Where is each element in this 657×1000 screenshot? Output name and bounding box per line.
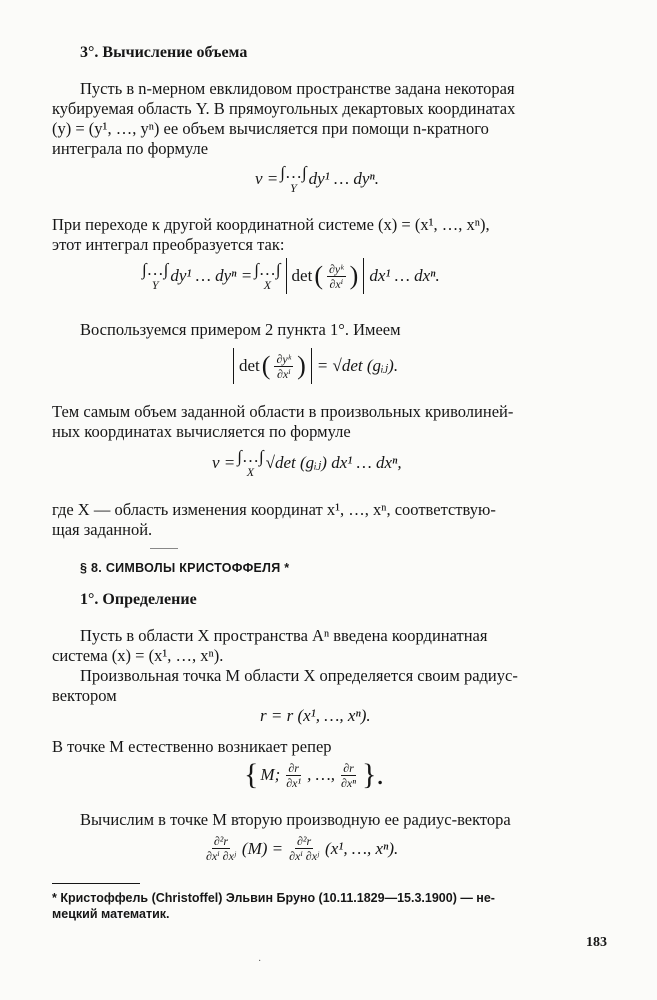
formula-volume-curvilinear bbox=[212, 448, 402, 478]
paren-close: ) bbox=[349, 261, 359, 290]
paragraph-line: Пусть в n-мерном евклидовом пространстве задана некоторая bbox=[80, 79, 515, 98]
page-number: 183 bbox=[586, 935, 607, 950]
fraction-denominator: ∂xⁱ bbox=[276, 366, 291, 381]
subsection-heading-volume: 3°. Вычисление объема bbox=[80, 44, 248, 61]
paragraph-line: Пусть в области X пространства Aⁿ введена координатная bbox=[80, 626, 488, 645]
formula-differentials: dy¹ … dyⁿ. bbox=[308, 169, 380, 188]
formula-volume-cartesian bbox=[255, 164, 379, 194]
formula-text: r = r (x¹, …, xⁿ). bbox=[260, 706, 371, 725]
multiple-integral-left bbox=[142, 261, 168, 291]
fraction-numerator: ∂²r bbox=[213, 834, 229, 848]
paren-open: ( bbox=[314, 261, 323, 290]
formula-rhs: = √det (gᵢⱼ). bbox=[316, 356, 399, 375]
fraction-numerator: ∂²r bbox=[296, 834, 312, 848]
integration-domain: Y bbox=[151, 278, 159, 292]
brace-open: { bbox=[244, 758, 259, 791]
det-operator: det bbox=[239, 356, 260, 375]
absolute-bar bbox=[286, 258, 287, 294]
integral-signs: ∫…∫ bbox=[142, 260, 169, 279]
integration-domain: Y bbox=[290, 181, 297, 195]
paragraph-line: система (x) = (x¹, …, xⁿ). bbox=[52, 646, 224, 665]
print-dot: · bbox=[258, 956, 262, 967]
paragraph-line: интеграла по формуле bbox=[52, 139, 209, 158]
formula-integrand: √det (gᵢⱼ) dx¹ … dxⁿ, bbox=[265, 453, 402, 472]
formula-lhs: v = bbox=[212, 453, 236, 472]
footnote-rule bbox=[52, 883, 140, 884]
paragraph-line: ных координатах вычисляется по формуле bbox=[52, 422, 351, 441]
fraction-denominator: ∂xⁿ bbox=[340, 775, 357, 790]
formula-change-of-variables bbox=[142, 258, 440, 294]
paragraph-line: вектором bbox=[52, 686, 117, 705]
formula-jacobian-metric bbox=[230, 348, 398, 384]
fraction-denominator: ∂xⁱ ∂xʲ bbox=[289, 849, 320, 863]
fraction-denominator: ∂xⁱ bbox=[329, 276, 344, 291]
fraction-numerator: ∂r bbox=[288, 760, 299, 775]
integral-signs: ∫…∫ bbox=[280, 163, 307, 182]
jacobian-fraction bbox=[327, 262, 346, 291]
paragraph-line: При переходе к другой координатной системе (x) = (x¹, …, xⁿ), bbox=[52, 215, 490, 234]
formula-middle: (M) = bbox=[241, 838, 284, 858]
paren-open: ( bbox=[261, 351, 271, 380]
paragraph-line: щая заданной. bbox=[52, 520, 153, 539]
paragraph-line: Вычислим в точке M вторую производную ее радиус-вектора bbox=[80, 810, 511, 829]
formula-arguments: (x¹, …, xⁿ). bbox=[325, 838, 399, 858]
fraction-denominator: ∂x¹ bbox=[286, 775, 302, 790]
frame-vector-first bbox=[284, 761, 303, 790]
ellipsis: , …, bbox=[307, 765, 335, 784]
formula-differentials: dy¹ … dyⁿ = bbox=[170, 266, 253, 285]
integration-domain: X bbox=[263, 278, 272, 292]
paragraph-line: Тем самым объем заданной области в произвольных криволиней- bbox=[52, 402, 514, 421]
paragraph-line: этот интеграл преобразуется так: bbox=[52, 235, 285, 254]
absolute-bar bbox=[363, 258, 364, 294]
brace-close: }. bbox=[362, 758, 384, 791]
formula-radius-vector bbox=[260, 706, 371, 726]
frame-vector-last bbox=[339, 761, 358, 790]
paragraph-line: Воспользуемся примером 2 пункта 1°. Имеем bbox=[80, 320, 401, 339]
formula-frame bbox=[244, 760, 384, 790]
paren-close: ) bbox=[297, 351, 306, 380]
footnote-line: * Кристоффель (Christoffel) Эльвин Бруно (10.11.1829—15.3.1900) — не- bbox=[52, 891, 495, 905]
formula-differentials: dx¹ … dxⁿ. bbox=[369, 266, 440, 285]
paragraph-line: (y) = (y¹, …, yⁿ) ее объем вычисляется при помощи n-кратного bbox=[52, 119, 489, 138]
paragraph-line: Произвольная точка M области X определяется своим радиус- bbox=[80, 666, 518, 685]
fraction-numerator: ∂yᵏ bbox=[276, 351, 292, 366]
multiple-integral-right bbox=[254, 261, 280, 291]
section-title: § 8. СИМВОЛЫ КРИСТОФФЕЛЯ * bbox=[80, 561, 290, 575]
fraction-numerator: ∂yᵏ bbox=[329, 261, 344, 276]
multiple-integral bbox=[280, 164, 306, 194]
subsection-heading-definition: 1°. Определение bbox=[80, 591, 197, 608]
jacobian-fraction bbox=[274, 352, 293, 381]
paragraph-line: где X — область изменения координат x¹, …, xⁿ, соответствую- bbox=[52, 500, 496, 519]
integral-signs: ∫…∫ bbox=[237, 447, 264, 466]
fraction-denominator: ∂xⁱ ∂xʲ bbox=[206, 849, 236, 863]
formula-lhs: v = bbox=[255, 169, 279, 188]
formula-second-derivative bbox=[202, 834, 398, 863]
footnote-line: мецкий математик. bbox=[52, 907, 170, 921]
paragraph-line: В точке M естественно возникает репер bbox=[52, 737, 332, 756]
second-derivative-fraction bbox=[204, 834, 238, 863]
print-mark bbox=[150, 548, 178, 549]
multiple-integral bbox=[237, 448, 263, 478]
absolute-bar bbox=[311, 348, 312, 384]
det-operator: det bbox=[291, 266, 313, 285]
integration-domain: X bbox=[246, 465, 255, 479]
absolute-bar bbox=[233, 348, 234, 384]
integral-signs: ∫…∫ bbox=[254, 260, 281, 279]
frame-point: M; bbox=[260, 765, 281, 784]
fraction-numerator: ∂r bbox=[343, 760, 354, 775]
second-derivative-fraction bbox=[287, 834, 321, 863]
paragraph-line: кубируемая область Y. В прямоугольных декартовых координатах bbox=[52, 99, 516, 118]
